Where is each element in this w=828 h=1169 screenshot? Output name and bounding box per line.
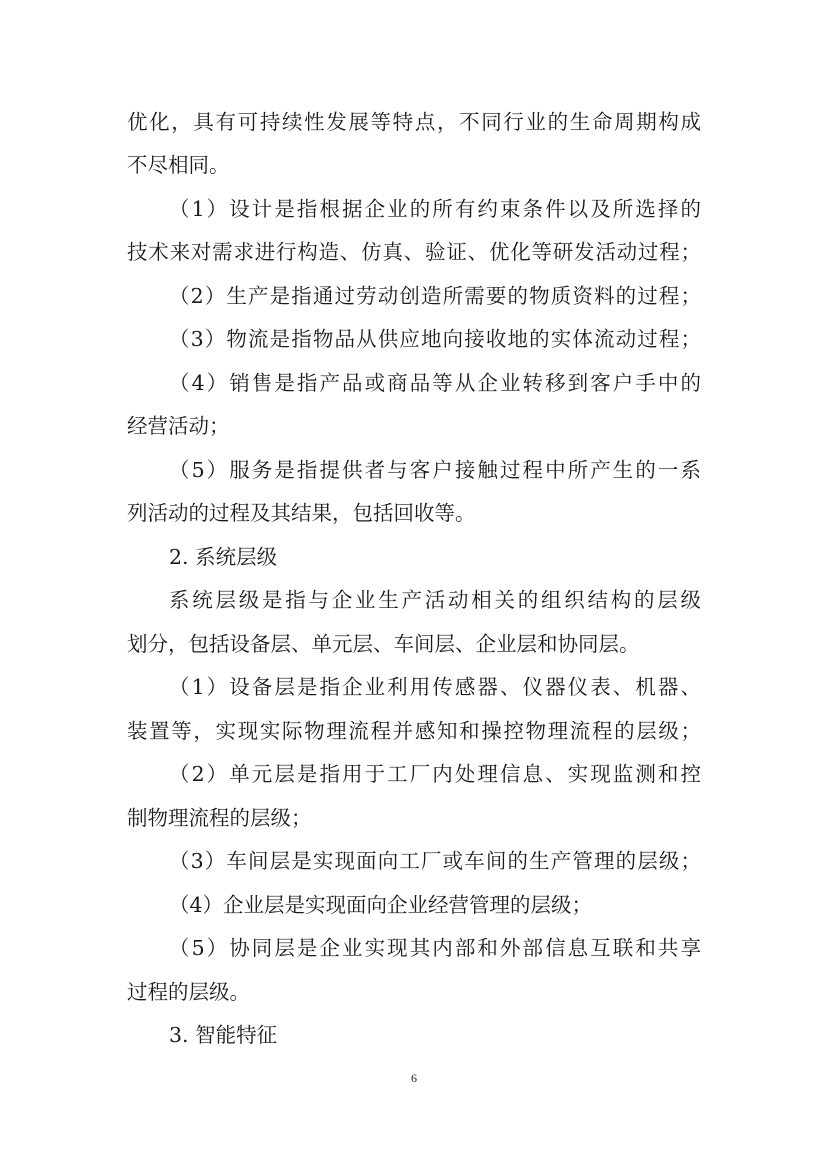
list-item-service: （5）服务是指提供者与客户接触过程中所产生的一系 [169,458,701,482]
list-item-unit-layer: （2）单元层是指用于工厂内处理信息、实现监测和控 [169,762,701,786]
section-heading: 2. 系统层级 [169,545,278,569]
paragraph-line: 过程的层级。 [127,980,250,1004]
paragraph-line: 系统层级是指与企业生产活动相关的组织结构的层级 [169,588,701,612]
paragraph-line: 列活动的过程及其结果，包括回收等。 [127,501,476,525]
list-item-production: （2）生产是指通过劳动创造所需要的物质资料的过程； [169,284,701,308]
list-item-workshop-layer: （3）车间层是实现面向工厂或车间的生产管理的层级； [169,849,701,873]
list-item-design: （1）设计是指根据企业的所有约束条件以及所选择的 [169,197,701,221]
paragraph-line: 装置等，实现实际物理流程并感知和操控物理流程的层级； [127,719,701,743]
paragraph-line: 制物理流程的层级； [127,806,312,830]
paragraph-line: 优化，具有可持续性发展等特点，不同行业的生命周期构成 [127,110,701,134]
page-number: 6 [411,1071,417,1085]
list-item-enterprise-layer: （4）企业层是实现面向企业经营管理的层级； [169,893,593,917]
list-item-logistics: （3）物流是指物品从供应地向接收地的实体流动过程； [169,327,701,351]
paragraph-line: 不尽相同。 [127,153,230,177]
list-item-sales: （4）销售是指产品或商品等从企业转移到客户手中的 [169,371,701,395]
section-heading: 3. 智能特征 [169,1023,278,1047]
paragraph-line: 技术来对需求进行构造、仿真、验证、优化等研发活动过程； [127,240,701,264]
paragraph-line: 经营活动； [127,414,230,438]
paragraph-line: 划分，包括设备层、单元层、车间层、企业层和协同层。 [127,632,640,656]
list-item-collaboration-layer: （5）协同层是企业实现其内部和外部信息互联和共享 [169,936,701,960]
list-item-device-layer: （1）设备层是指企业利用传感器、仪器仪表、机器、 [169,675,701,699]
